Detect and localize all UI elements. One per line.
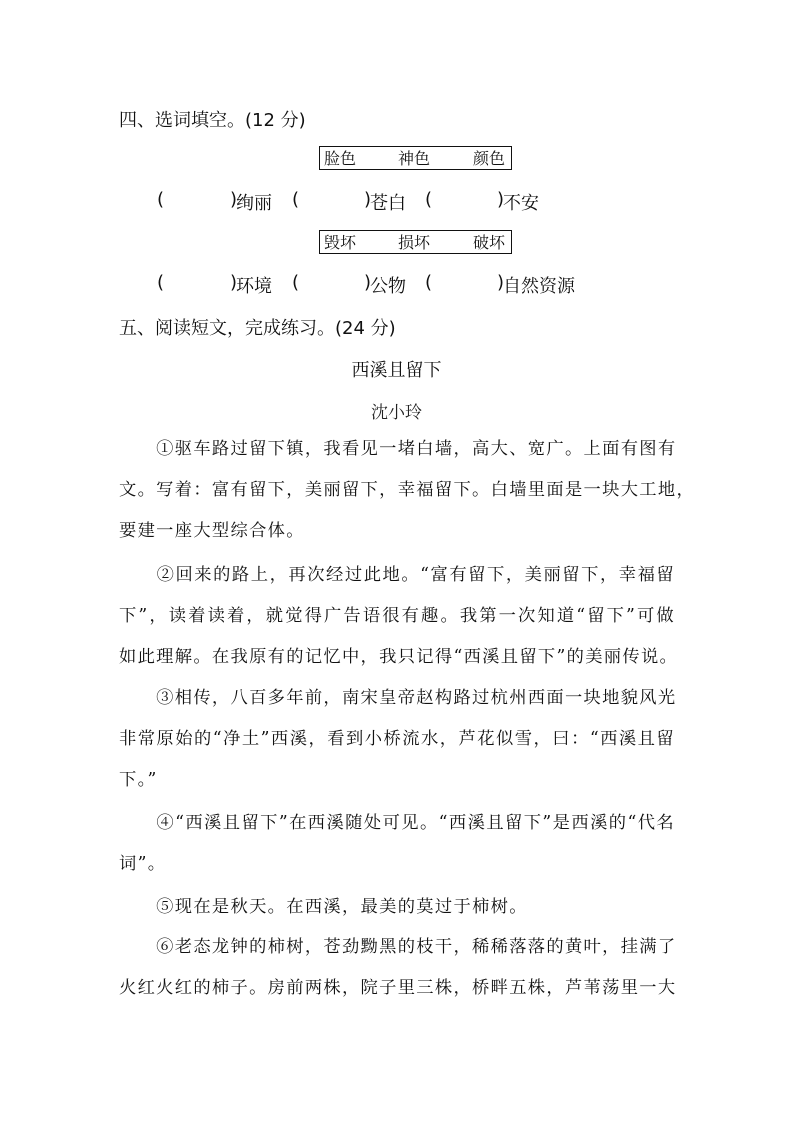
blank-close-paren: ) bbox=[230, 189, 238, 210]
blank-open-paren: ( bbox=[157, 272, 165, 293]
paragraph-line: 下。” bbox=[119, 769, 158, 790]
paragraph-line: ②回来的路上，再次经过此地。“富有留下，美丽留下，幸福留 bbox=[119, 565, 675, 585]
paragraph-line: ①驱车路过留下镇，我看见一堵白墙，高大、宽广。上面有图有 bbox=[119, 439, 677, 459]
blank-suffix: 绚丽 bbox=[236, 193, 272, 214]
blank-suffix: 环境 bbox=[236, 276, 272, 297]
blank-suffix: 不安 bbox=[503, 193, 539, 214]
word-option: 毁坏 bbox=[324, 233, 357, 252]
word-option: 颜色 bbox=[473, 149, 506, 168]
blank-open-paren: ( bbox=[292, 189, 300, 210]
article-author: 沈小玲 bbox=[371, 403, 422, 423]
paragraph-line: 非常原始的“净土”西溪，看到小桥流水，芦花似雪，曰：“西溪且留 bbox=[119, 728, 675, 749]
article-paragraph-5 bbox=[119, 887, 675, 928]
word-option: 破坏 bbox=[473, 233, 506, 252]
blank-close-paren: ) bbox=[364, 189, 372, 210]
blank-open-paren: ( bbox=[157, 189, 165, 210]
blank-suffix: 自然资源 bbox=[503, 276, 575, 297]
word-choice-box-1 bbox=[319, 146, 512, 170]
paragraph-line: ③相传，八百多年前，南宋皇帝赵构路过杭州西面一块地貌风光 bbox=[119, 688, 677, 708]
section-4-heading: 四、选词填空。(12 分) bbox=[119, 110, 306, 131]
article-paragraph-1 bbox=[119, 429, 696, 551]
paragraph-line: 文。写着：富有留下，美丽留下，幸福留下。白墙里面是一块大工地， bbox=[119, 479, 696, 500]
blank-open-paren: ( bbox=[425, 272, 433, 293]
word-option: 脸色 bbox=[324, 149, 357, 168]
paragraph-line: 下”，读着读着，就觉得广告语很有趣。我第一次知道“留下”可做 bbox=[119, 605, 675, 626]
blank-open-paren: ( bbox=[292, 272, 300, 293]
article-paragraph-3 bbox=[119, 678, 675, 800]
blank-close-paren: ) bbox=[497, 189, 505, 210]
article-paragraph-2 bbox=[119, 555, 679, 677]
blank-suffix: 苍白 bbox=[370, 193, 406, 214]
paragraph-line: ⑥老态龙钟的柿树，苍劲黝黑的枝干，稀稀落落的黄叶，挂满了 bbox=[119, 937, 677, 957]
word-option: 神色 bbox=[398, 149, 431, 168]
blank-close-paren: ) bbox=[497, 272, 505, 293]
word-option: 损坏 bbox=[398, 233, 431, 252]
fill-blank-row-1 bbox=[0, 189, 793, 213]
blank-close-paren: ) bbox=[230, 272, 238, 293]
blank-close-paren: ) bbox=[364, 272, 372, 293]
paragraph-line: 词”。 bbox=[119, 853, 167, 874]
article-title: 西溪且留下 bbox=[351, 360, 442, 381]
paragraph-line: ④“西溪且留下”在西溪随处可见。“西溪且留下”是西溪的“代名 bbox=[119, 813, 675, 833]
article-paragraph-6 bbox=[119, 927, 675, 1009]
paragraph-line: 火红火红的柿子。房前两株，院子里三株，桥畔五株，芦苇荡里一大 bbox=[119, 977, 677, 998]
word-choice-box-2 bbox=[319, 230, 512, 254]
paragraph-line: 如此理解。在我原有的记忆中，我只记得“西溪且留下”的美丽传说。 bbox=[119, 646, 679, 667]
section-5-heading: 五、阅读短文，完成练习。(24 分) bbox=[119, 318, 396, 339]
blank-suffix: 公物 bbox=[370, 276, 406, 297]
paragraph-line: ⑤现在是秋天。在西溪，最美的莫过于柿树。 bbox=[119, 897, 528, 917]
blank-open-paren: ( bbox=[425, 189, 433, 210]
fill-blank-row-2 bbox=[0, 272, 793, 296]
paragraph-line: 要建一座大型综合体。 bbox=[119, 520, 305, 541]
article-paragraph-4 bbox=[119, 803, 675, 885]
